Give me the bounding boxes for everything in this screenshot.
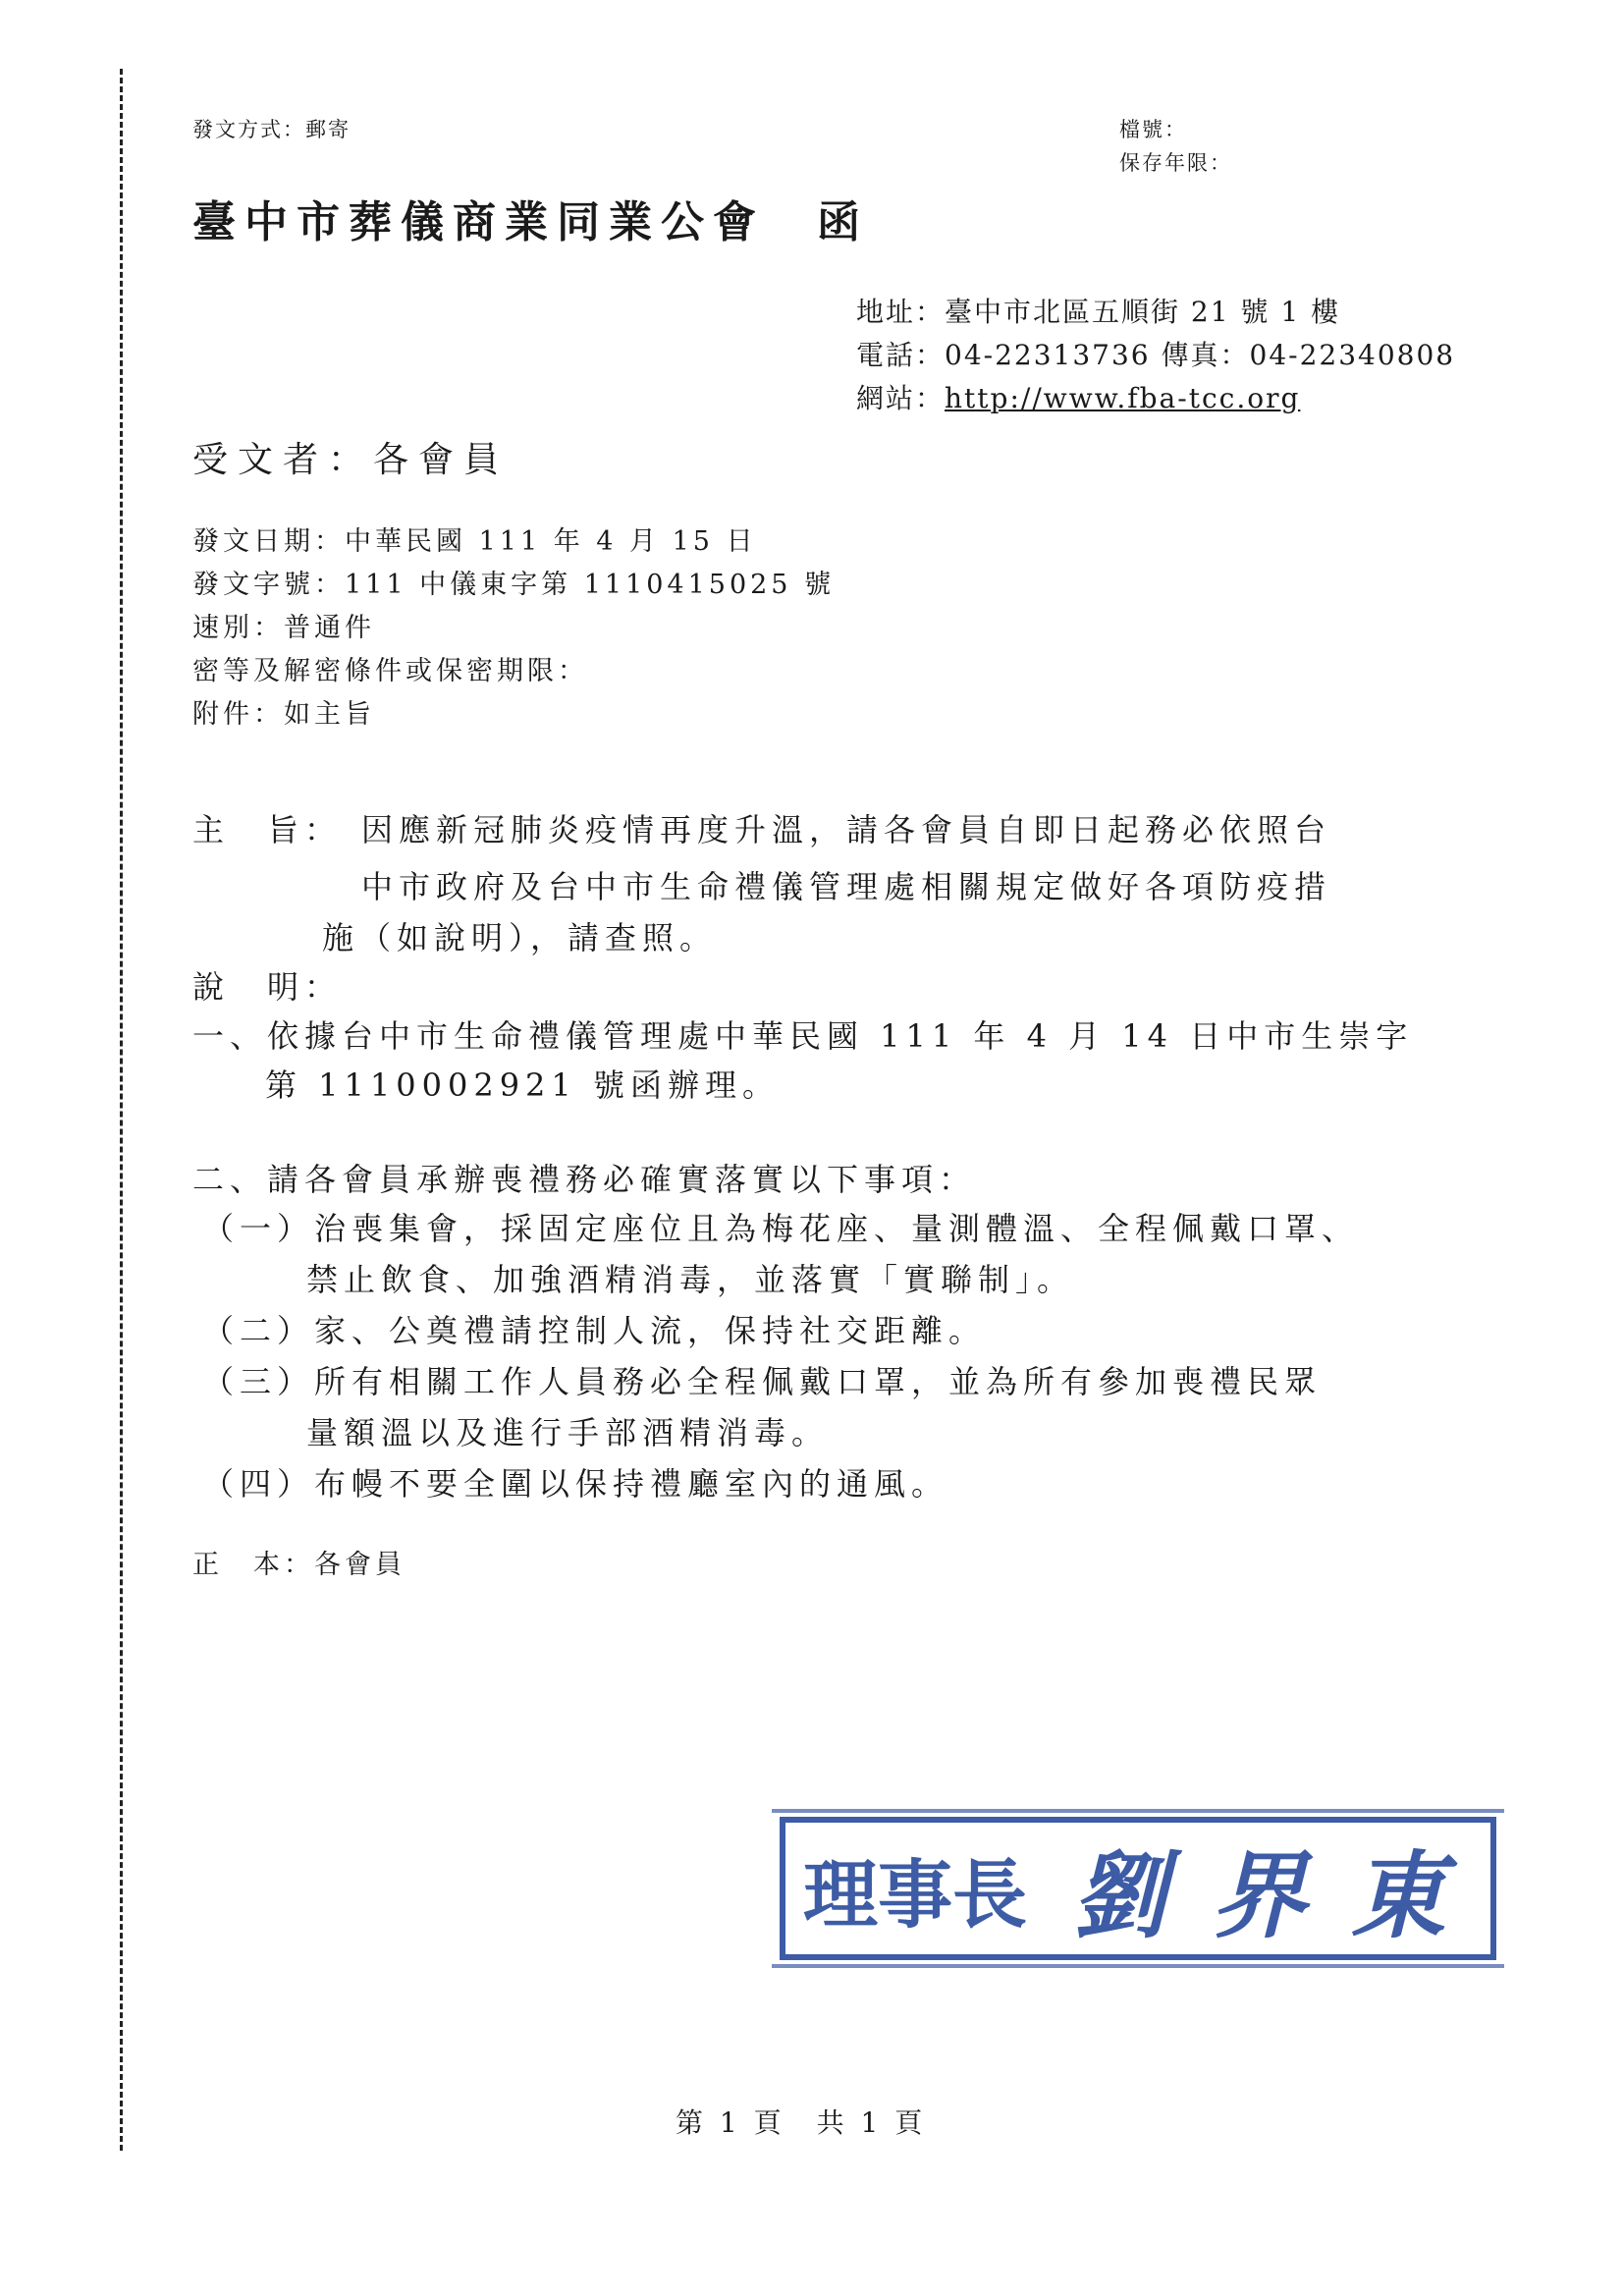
sub-item-3-cont: 量額溫以及進行手部酒精消毒。 (306, 1414, 830, 1451)
sub-item-1: （一）治喪集會，採固定座位且為梅花座、量測體溫、全程佩戴口罩、 (202, 1210, 1360, 1247)
sub-item-3: （三）所有相關工作人員務必全程佩戴口罩，並為所有參加喪禮民眾 (202, 1363, 1323, 1400)
attachment: 附件：如主旨 (192, 699, 375, 730)
website-link[interactable]: http://www.fba-tcc.org (945, 382, 1301, 414)
subject-line-3: 施（如說明），請查照。 (322, 919, 718, 957)
delivery-speed: 速別：普通件 (192, 613, 375, 643)
binding-margin-line (120, 69, 123, 2151)
sub-item-2: （二）家、公奠禮請控制人流，保持社交距離。 (202, 1312, 987, 1349)
recipient: 受文者：各會員 (192, 440, 510, 480)
contact-website-row (856, 377, 1455, 420)
explanation-item-1-cont: 第 1110002921 號函辦理。 (265, 1066, 780, 1104)
document-meta (192, 520, 835, 737)
sub-item-4: （四）布幔不要全圍以保持禮廳室內的通風。 (202, 1465, 949, 1503)
subject-line-2: 中市政府及台中市生命禮儀管理處相關規定做好各項防疫措 (361, 868, 1332, 905)
website-label: 網站： (856, 382, 946, 414)
subject-label: 主 旨： (192, 811, 343, 848)
chairman-seal-stamp (780, 1817, 1496, 1960)
stamp-title: 理事長 (803, 1850, 1027, 1939)
stamp-name: 劉界東 (1072, 1839, 1490, 1951)
copy-to: 正 本：各會員 (192, 1550, 406, 1580)
subject-line-1: 因應新冠肺炎疫情再度升溫，請各會員自即日起務必依照台 (361, 811, 1332, 848)
explanation-item-1: 一、依據台中市生命禮儀管理處中華民國 111 年 4 月 14 日中市生崇字 (192, 1017, 1414, 1055)
document-number: 發文字號：111 中儀東字第 1110415025 號 (192, 570, 836, 600)
secrecy-level: 密等及解密條件或保密期限： (192, 656, 588, 686)
issue-date: 發文日期：中華民國 111 年 4 月 15 日 (192, 526, 757, 557)
retention-period: 保存年限： (1119, 151, 1232, 175)
page-number: 第 1 頁 共 1 頁 (676, 2106, 927, 2139)
document-title: 臺中市葬儀商業同業公會 函 (192, 197, 869, 247)
explanation-item-2: 二、請各會員承辦喪禮務必確實落實以下事項： (192, 1161, 977, 1198)
file-number: 檔號： (1119, 118, 1187, 141)
explanation-label: 說 明： (192, 968, 343, 1006)
send-method: 發文方式：郵寄 (192, 118, 351, 141)
contact-block (856, 291, 1455, 420)
sub-item-1-cont: 禁止飲食、加強酒精消毒，並落實「實聯制」。 (306, 1261, 1075, 1298)
contact-phone: 電話：04-22313736 傳真：04-22340808 (856, 339, 1456, 371)
contact-address: 地址：臺中市北區五順街 21 號 1 樓 (856, 296, 1341, 328)
